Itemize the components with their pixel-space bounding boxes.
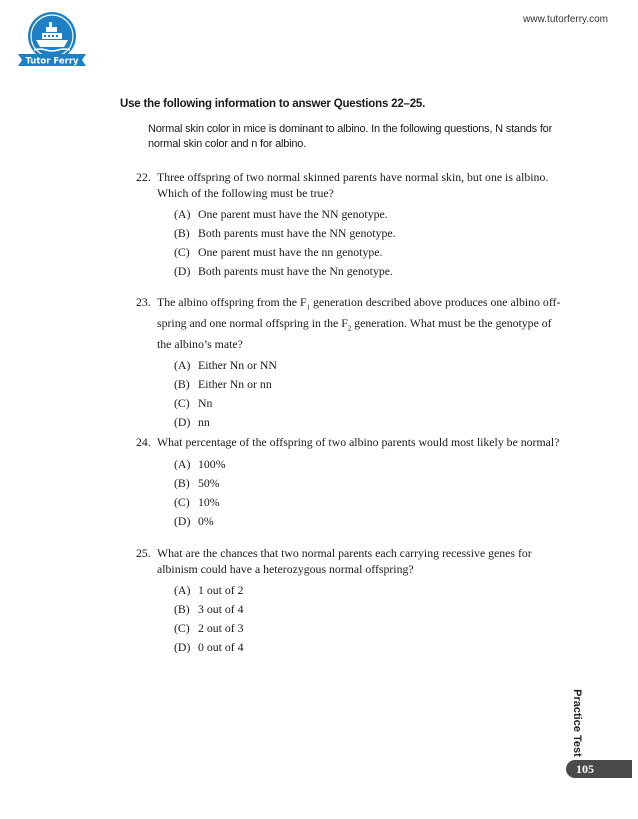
choice-letter: (C) — [174, 494, 190, 509]
choice-letter: (C) — [174, 621, 190, 635]
choice-letter: (C) — [174, 245, 190, 259]
choice-letter: (C) — [174, 396, 190, 411]
choice-text: Both parents must have the NN genotype. — [198, 226, 396, 240]
choice-text: One parent must have the NN genotype. — [198, 207, 388, 221]
choice-text: Either Nn or nn — [198, 377, 272, 392]
choice-c — [174, 495, 566, 514]
side-tab-label: Practice Test — [571, 689, 583, 757]
question-22 — [136, 170, 566, 283]
answer-choices — [174, 358, 566, 434]
choice-letter: (A) — [174, 207, 191, 221]
choice-c — [174, 245, 566, 264]
question-stem — [157, 295, 566, 352]
passage-text: Normal skin color in mice is dominant to albino. In the following questions, N stands for normal skin color and n for albino. — [148, 123, 553, 150]
choice-b — [174, 226, 566, 245]
answer-choices — [174, 207, 566, 283]
choice-letter: (D) — [174, 415, 191, 430]
choice-letter: (A) — [174, 456, 191, 471]
instructions-heading: Use the following information to answer Questions 22–25. — [120, 98, 426, 110]
choice-text: 0 out of 4 — [198, 640, 244, 654]
choice-letter: (A) — [174, 358, 191, 373]
stem-part: generation. What must be the genotype of the albino’s mate? — [157, 315, 552, 351]
answer-choices — [174, 457, 566, 533]
choice-letter: (D) — [174, 640, 191, 654]
choice-text: Both parents must have the Nn genotype. — [198, 264, 393, 278]
choice-b — [174, 377, 566, 396]
ship-logo-icon — [16, 10, 88, 70]
choice-text: 2 out of 3 — [198, 621, 244, 635]
page-number: 105 — [566, 760, 632, 778]
question-number: 23. — [136, 295, 151, 309]
choice-text: 100% — [198, 456, 226, 471]
question-number: 24. — [136, 435, 151, 449]
choice-d — [174, 264, 566, 283]
choice-text: Either Nn or NN — [198, 358, 277, 373]
tutor-ferry-logo — [16, 10, 88, 70]
choice-d — [174, 415, 566, 434]
subscript: 2 — [347, 324, 352, 333]
choice-b — [174, 602, 566, 621]
question-number: 25. — [136, 546, 151, 560]
choice-letter: (B) — [174, 602, 190, 616]
choice-a — [174, 583, 566, 602]
question-23 — [136, 295, 566, 434]
choice-d — [174, 640, 566, 659]
choice-c — [174, 621, 566, 640]
question-24 — [136, 435, 566, 533]
choice-text: 50% — [198, 475, 220, 490]
choice-text: nn — [198, 415, 210, 430]
choice-d — [174, 514, 566, 533]
choice-letter: (D) — [174, 264, 191, 278]
choice-b — [174, 476, 566, 495]
logo-text: Tutor Ferry — [25, 56, 79, 67]
choice-letter: (B) — [174, 377, 190, 392]
choice-text: One parent must have the nn genotype. — [198, 245, 383, 259]
question-stem: What percentage of the offspring of two albino parents would most likely be normal? — [157, 435, 560, 449]
choice-text: 3 out of 4 — [198, 602, 244, 616]
choice-text: 0% — [198, 513, 214, 528]
choice-a — [174, 207, 566, 226]
question-stem: Three offspring of two normal skinned parents have normal skin, but one is albino. Which of the following must be true? — [157, 170, 549, 200]
choice-text: 10% — [198, 494, 220, 509]
question-stem: What are the chances that two normal parents each carrying recessive genes for albinism could have a heterozygous normal offspring? — [157, 546, 532, 576]
choice-a — [174, 457, 566, 476]
subscript: 1 — [306, 303, 311, 312]
section-side-tab — [568, 689, 586, 757]
answer-choices — [174, 583, 566, 659]
question-25 — [136, 546, 566, 659]
choice-letter: (B) — [174, 475, 190, 490]
choice-letter: (D) — [174, 513, 191, 528]
question-number: 22. — [136, 170, 151, 184]
choice-text: Nn — [198, 396, 213, 411]
choice-letter: (B) — [174, 226, 190, 240]
stem-part: The albino offspring from the F — [157, 295, 307, 309]
stem-part: generation described above produces one albino off-spring and one normal offspring in the F — [157, 295, 561, 330]
choice-a — [174, 358, 566, 377]
choice-c — [174, 396, 566, 415]
choice-letter: (A) — [174, 583, 191, 597]
choice-text: 1 out of 2 — [198, 583, 244, 597]
site-url[interactable]: www.tutorferry.com — [523, 14, 608, 25]
